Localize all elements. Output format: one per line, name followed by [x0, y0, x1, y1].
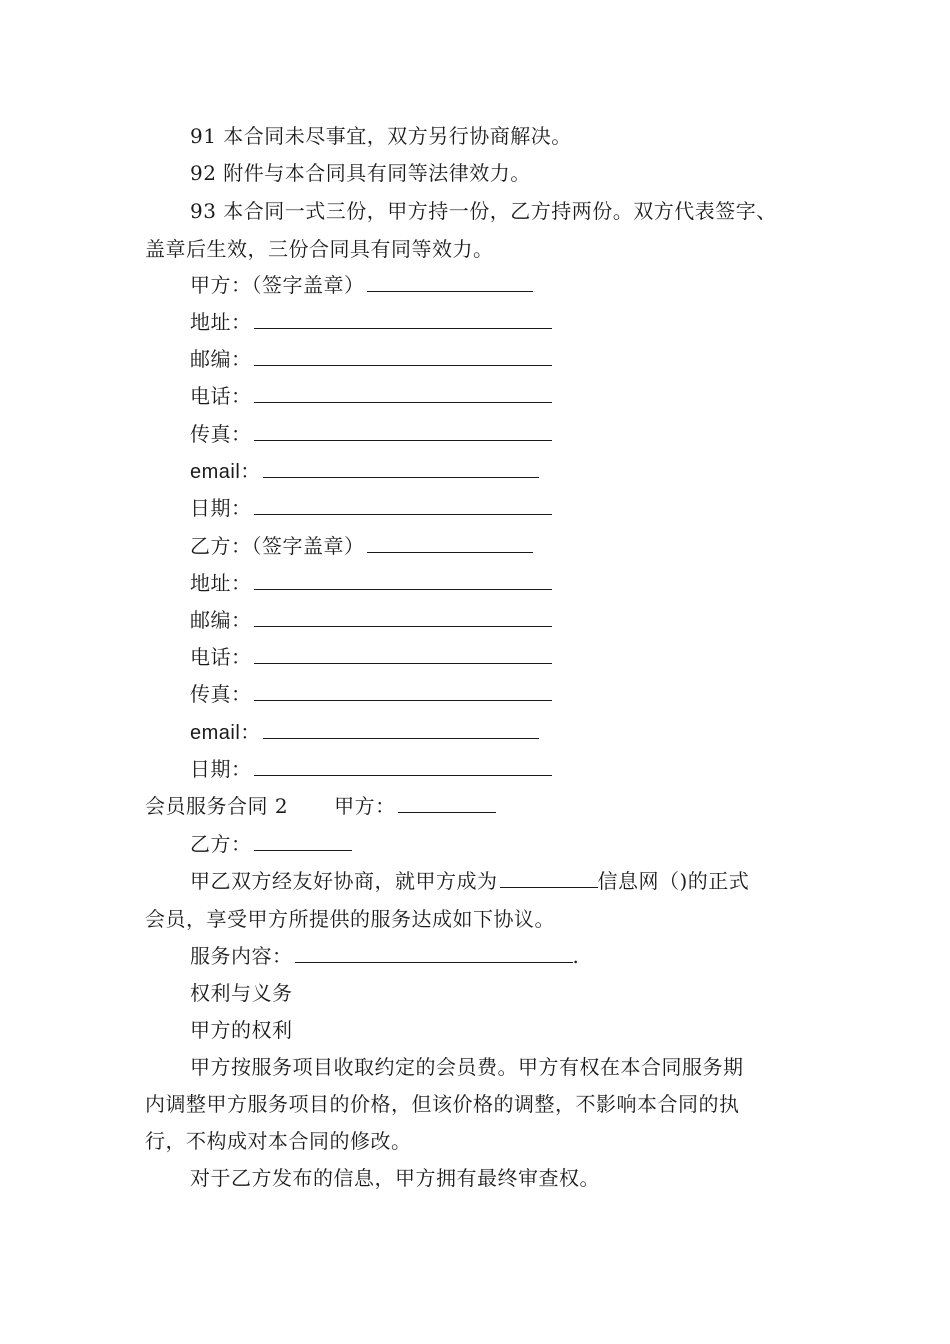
address-blank [254, 569, 552, 590]
party-b-date: 日期： [190, 755, 552, 783]
phone-blank [254, 382, 552, 403]
party-b-address: 地址： [190, 569, 552, 597]
clause-92: 92 附件与本合同具有同等法律效力。 [190, 161, 531, 185]
signature-blank [367, 271, 533, 292]
rights-duties-heading: 权利与义务 [190, 981, 293, 1005]
party-a-phone: 电话： [190, 382, 552, 410]
party-a-address: 地址： [190, 308, 552, 336]
rights-para1-line2: 内调整甲方服务项目的价格，但该价格的调整，不影响本合同的执 [145, 1092, 740, 1116]
contract-2-header: 会员服务合同 2 甲方： [145, 792, 496, 820]
email-blank [263, 457, 539, 478]
party-b-email: email： [190, 718, 539, 747]
fax-blank [254, 680, 552, 701]
email-blank [263, 718, 539, 739]
party-a-date: 日期： [190, 494, 552, 522]
contract-2-party-b: 乙方： [190, 830, 352, 858]
party-b-postcode: 邮编： [190, 606, 552, 634]
rights-para1-line3: 行，不构成对本合同的修改。 [145, 1129, 412, 1153]
party-a-blank [398, 792, 496, 813]
party-b-signature: 乙方：（签字盖章） [190, 532, 533, 560]
party-a-rights-heading: 甲方的权利 [190, 1018, 293, 1042]
fax-blank [254, 420, 552, 441]
website-blank [500, 867, 598, 888]
party-b-blank [254, 830, 352, 851]
intro-line2: 会员，享受甲方所提供的服务达成如下协议。 [145, 907, 555, 931]
address-blank [254, 308, 552, 329]
rights-para1-line1: 甲方按服务项目收取约定的会员费。甲方有权在本合同服务期 [190, 1055, 744, 1079]
party-a-email: email： [190, 457, 539, 486]
postcode-blank [254, 606, 552, 627]
clause-91: 91 本合同未尽事宜，双方另行协商解决。 [190, 124, 572, 148]
clause-93-line1: 93 本合同一式三份，甲方持一份，乙方持两份。双方代表签字、 [190, 199, 777, 223]
date-blank [254, 755, 552, 776]
party-b-fax: 传真： [190, 680, 552, 708]
intro-line1: 甲乙双方经友好协商，就甲方成为 信息网（)的正式 [190, 869, 750, 893]
signature-blank [367, 532, 533, 553]
party-b-phone: 电话： [190, 643, 552, 671]
phone-blank [254, 643, 552, 664]
party-a-postcode: 邮编： [190, 345, 552, 373]
party-a-fax: 传真： [190, 420, 552, 448]
contract-2-title: 会员服务合同 2 [145, 794, 289, 818]
rights-para2: 对于乙方发布的信息，甲方拥有最终审查权。 [190, 1166, 600, 1190]
service-blank [295, 942, 573, 963]
date-blank [254, 494, 552, 515]
party-a-signature: 甲方：（签字盖章） [190, 271, 533, 299]
postcode-blank [254, 345, 552, 366]
service-content: 服务内容： . [190, 944, 580, 968]
clause-93-line2: 盖章后生效，三份合同具有同等效力。 [145, 237, 494, 261]
